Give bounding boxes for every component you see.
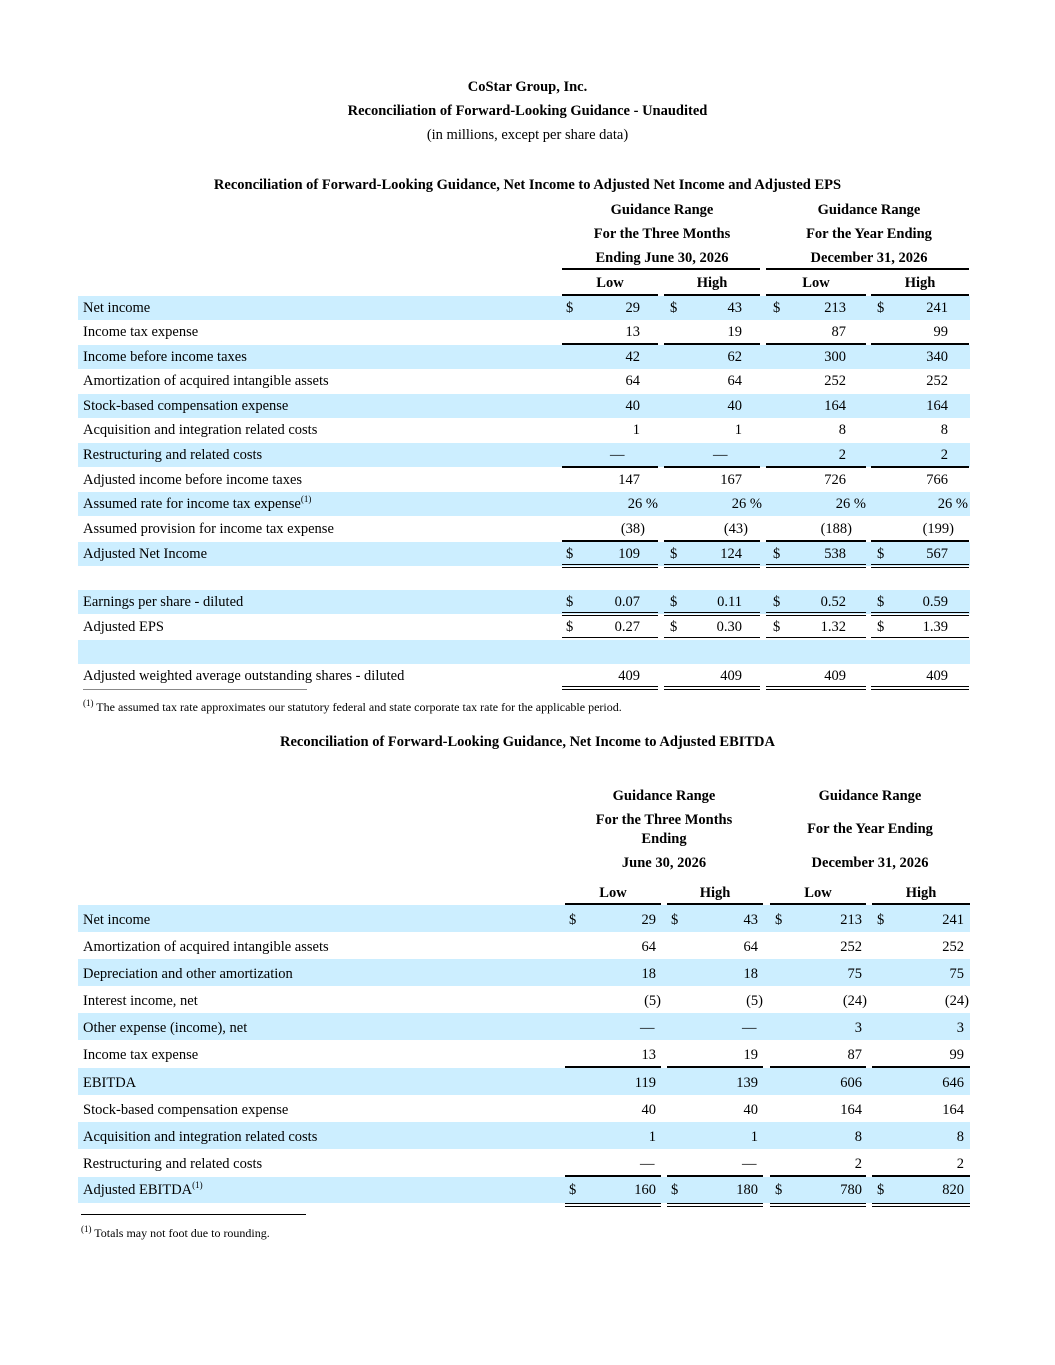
row-label: Net income: [83, 300, 151, 316]
cell-value: (38): [620, 521, 645, 537]
cell-value: (24): [842, 993, 867, 1009]
cell-value: 167: [720, 472, 742, 488]
row-label: Restructuring and related costs: [83, 1156, 263, 1172]
cell-value: 0.59: [922, 594, 948, 610]
dollar-sign: $: [877, 300, 885, 316]
table-row: [78, 517, 970, 541]
dollar-sign: $: [566, 619, 574, 635]
cell-value: 0.27: [614, 619, 640, 635]
table1-group2-line3: December 31, 2026: [810, 250, 928, 266]
cell-value: 1: [632, 422, 640, 438]
table2-col-low-y: Low: [804, 885, 832, 901]
table2-group2-line3: December 31, 2026: [811, 855, 929, 871]
dollar-sign: $: [670, 594, 678, 610]
cell-value: 119: [634, 1075, 656, 1091]
cell-value: 340: [926, 349, 948, 365]
cell-value: 26 %: [835, 496, 866, 512]
row-label: Acquisition and integration related costs: [83, 422, 318, 438]
table2-group2-line2: For the Year Ending: [807, 821, 933, 837]
cell-value: —: [640, 1020, 655, 1036]
cell-value: 180: [736, 1182, 758, 1198]
table2-group1-line2a: For the Three Months: [595, 812, 733, 828]
table-row: [78, 986, 970, 1013]
cell-value: 164: [926, 398, 948, 414]
cell-value: 820: [942, 1182, 964, 1198]
cell-value: 99: [933, 324, 948, 340]
cell-value: 538: [824, 546, 846, 562]
cell-value: 409: [824, 668, 846, 684]
spacer-row: [78, 640, 970, 664]
table1-col-low-q: Low: [596, 275, 624, 291]
row-label: Amortization of acquired intangible assets: [83, 939, 329, 955]
cell-value: 409: [720, 668, 742, 684]
table2-col-high-y: High: [905, 885, 937, 901]
table-row: [78, 1095, 970, 1122]
cell-value: 99: [949, 1047, 964, 1063]
cell-value: 13: [625, 324, 640, 340]
cell-value: 87: [831, 324, 846, 340]
row-label: Net income: [83, 912, 151, 928]
cell-value: 124: [720, 546, 742, 562]
table-row: [78, 542, 970, 566]
row-label: Stock-based compensation expense: [83, 398, 289, 414]
table-row: [78, 468, 970, 492]
table2-footnote: $^{(1)}$ Totals may not foot due to rounding.: [81, 1224, 270, 1240]
table-row: [78, 1068, 970, 1095]
table-row: [78, 1122, 970, 1149]
table1-col-low-y: Low: [802, 275, 830, 291]
table2-group1-line1: Guidance Range: [612, 788, 716, 804]
dollar-sign: $: [671, 912, 679, 928]
table-row: [78, 320, 970, 344]
cell-value: 0.52: [820, 594, 846, 610]
cell-value: 109: [618, 546, 640, 562]
dollar-sign: $: [670, 300, 678, 316]
cell-value: 40: [727, 398, 742, 414]
table1-group2-line1: Guidance Range: [817, 202, 921, 218]
cell-value: 43: [727, 300, 742, 316]
cell-value: 8: [838, 422, 846, 438]
cell-value: 40: [641, 1102, 656, 1118]
cell-value: 29: [625, 300, 640, 316]
table2-group1-line2b: Ending: [641, 831, 687, 847]
cell-value: 213: [840, 912, 862, 928]
table-row: [78, 1177, 970, 1203]
table-row: [78, 296, 970, 320]
cell-value: 252: [942, 939, 964, 955]
dollar-sign: $: [670, 546, 678, 562]
row-label: Assumed rate for income tax expense$^{(1)}$: [83, 494, 312, 512]
table-row: [78, 369, 970, 393]
table-row: [78, 394, 970, 418]
cell-value: 160: [634, 1182, 656, 1198]
cell-value: (43): [723, 521, 748, 537]
dollar-sign: $: [773, 546, 781, 562]
dollar-sign: $: [670, 619, 678, 635]
cell-value: (5): [644, 993, 661, 1009]
cell-value: 43: [743, 912, 758, 928]
cell-value: 1: [648, 1129, 656, 1145]
table-row: [78, 590, 970, 614]
cell-value: 64: [641, 939, 656, 955]
dollar-sign: $: [566, 594, 574, 610]
cell-value: 2: [940, 447, 948, 463]
table-row: [78, 345, 970, 369]
dollar-sign: $: [775, 912, 783, 928]
cell-value: 26 %: [937, 496, 968, 512]
cell-value: 1: [734, 422, 742, 438]
cell-value: 64: [743, 939, 758, 955]
cell-value: 19: [743, 1047, 758, 1063]
dollar-sign: $: [877, 594, 885, 610]
cell-value: 2: [838, 447, 846, 463]
table1-title: Reconciliation of Forward-Looking Guidance, Net Income to Adjusted Net Income and Adjusted EPS: [213, 177, 842, 193]
cell-value: 766: [926, 472, 948, 488]
cell-value: 1: [750, 1129, 758, 1145]
cell-value: 19: [727, 324, 742, 340]
cell-value: 252: [824, 373, 846, 389]
table-row: [78, 1013, 970, 1040]
cell-value: 75: [847, 966, 862, 982]
row-label: Income tax expense: [83, 324, 199, 340]
cell-value: 409: [926, 668, 948, 684]
row-label: Adjusted weighted average outstanding shares - diluted: [83, 668, 405, 684]
dollar-sign: $: [569, 912, 577, 928]
cell-value: 780: [840, 1182, 862, 1198]
row-label: Restructuring and related costs: [83, 447, 263, 463]
table2-col-high-q: High: [699, 885, 731, 901]
cell-value: 164: [942, 1102, 964, 1118]
document-subtitle: (in millions, except per share data): [426, 127, 629, 143]
table1-footnote: $^{(1)}$ The assumed tax rate approximates our statutory federal and state corporate tax rate for the applicable period.: [83, 698, 622, 714]
cell-value: 252: [840, 939, 862, 955]
table-row: [78, 418, 970, 442]
cell-value: 213: [824, 300, 846, 316]
row-label: Other expense (income), net: [83, 1020, 248, 1036]
company-name: CoStar Group, Inc.: [467, 79, 588, 95]
dollar-sign: $: [773, 594, 781, 610]
table-row: [78, 664, 970, 688]
cell-value: 8: [956, 1129, 964, 1145]
cell-value: (188): [820, 521, 852, 537]
cell-value: 3: [956, 1020, 964, 1036]
cell-value: (5): [746, 993, 763, 1009]
cell-value: 29: [641, 912, 656, 928]
row-label: Adjusted Net Income: [83, 546, 208, 562]
cell-value: 147: [618, 472, 640, 488]
table-row: [78, 492, 970, 516]
cell-value: 606: [840, 1075, 862, 1091]
row-label: Acquisition and integration related costs: [83, 1129, 318, 1145]
cell-value: —: [742, 1156, 757, 1172]
row-label: Income tax expense: [83, 1047, 199, 1063]
cell-value: 300: [824, 349, 846, 365]
cell-value: 0.30: [716, 619, 742, 635]
cell-value: 164: [840, 1102, 862, 1118]
row-label: Adjusted EBITDA$^{(1)}$: [83, 1180, 203, 1198]
row-label: Amortization of acquired intangible assets: [83, 373, 329, 389]
table2-title: Reconciliation of Forward-Looking Guidance, Net Income to Adjusted EBITDA: [279, 734, 776, 750]
cell-value: 567: [926, 546, 948, 562]
cell-value: —: [713, 447, 728, 463]
cell-value: —: [640, 1156, 655, 1172]
table2-group2-line1: Guidance Range: [818, 788, 922, 804]
cell-value: 1.32: [820, 619, 846, 635]
row-label: Interest income, net: [83, 993, 198, 1009]
table-row: [78, 932, 970, 959]
cell-value: 18: [743, 966, 758, 982]
cell-value: 241: [926, 300, 948, 316]
cell-value: 0.07: [614, 594, 640, 610]
table-row: [78, 959, 970, 986]
cell-value: 18: [641, 966, 656, 982]
cell-value: 13: [641, 1047, 656, 1063]
table-row: [78, 615, 970, 639]
cell-value: 3: [854, 1020, 862, 1036]
table2-group1-line3: June 30, 2026: [621, 855, 707, 871]
cell-value: 40: [625, 398, 640, 414]
dollar-sign: $: [877, 619, 885, 635]
document-title: Reconciliation of Forward-Looking Guidance - Unaudited: [347, 103, 708, 119]
cell-value: 40: [743, 1102, 758, 1118]
row-label: Assumed provision for income tax expense: [83, 521, 334, 537]
cell-value: 139: [736, 1075, 758, 1091]
row-label: Stock-based compensation expense: [83, 1102, 289, 1118]
cell-value: 64: [625, 373, 640, 389]
dollar-sign: $: [566, 546, 574, 562]
table-row: [78, 443, 970, 467]
cell-value: 42: [625, 349, 640, 365]
cell-value: 0.11: [717, 594, 742, 610]
table1-group2-line2: For the Year Ending: [806, 226, 932, 242]
cell-value: (24): [944, 993, 969, 1009]
table-row: [78, 1040, 970, 1067]
cell-value: 241: [942, 912, 964, 928]
table1-group1-line2: For the Three Months: [593, 226, 731, 242]
dollar-sign: $: [877, 546, 885, 562]
dollar-sign: $: [773, 619, 781, 635]
cell-value: 164: [824, 398, 846, 414]
dollar-sign: $: [566, 300, 574, 316]
cell-value: 646: [942, 1075, 964, 1091]
table1-group1-line3: Ending June 30, 2026: [595, 250, 729, 266]
cell-value: 75: [949, 966, 964, 982]
row-label: Adjusted EPS: [83, 619, 164, 635]
cell-value: —: [610, 447, 625, 463]
cell-value: 8: [854, 1129, 862, 1145]
dollar-sign: $: [671, 1182, 679, 1198]
dollar-sign: $: [877, 912, 885, 928]
cell-value: 409: [618, 668, 640, 684]
cell-value: 8: [940, 422, 948, 438]
row-label: Income before income taxes: [83, 349, 247, 365]
table-row: [78, 1149, 970, 1176]
table1-col-high-q: High: [696, 275, 728, 291]
cell-value: 64: [727, 373, 742, 389]
table2-col-low-q: Low: [599, 885, 627, 901]
row-label: Depreciation and other amortization: [83, 966, 293, 982]
cell-value: 2: [854, 1156, 862, 1172]
row-label: EBITDA: [83, 1075, 137, 1091]
cell-value: 726: [824, 472, 846, 488]
row-label: Adjusted income before income taxes: [83, 472, 303, 488]
row-label: Earnings per share - diluted: [83, 594, 244, 610]
dollar-sign: $: [569, 1182, 577, 1198]
table1-group1-line1: Guidance Range: [610, 202, 714, 218]
dollar-sign: $: [773, 300, 781, 316]
cell-value: —: [742, 1020, 757, 1036]
cell-value: 87: [847, 1047, 862, 1063]
cell-value: 252: [926, 373, 948, 389]
cell-value: 1.39: [922, 619, 948, 635]
cell-value: 2: [956, 1156, 964, 1172]
cell-value: 26 %: [627, 496, 658, 512]
cell-value: 26 %: [731, 496, 762, 512]
cell-value: (199): [922, 521, 954, 537]
dollar-sign: $: [877, 1182, 885, 1198]
table-row: [78, 905, 970, 932]
table1-col-high-y: High: [904, 275, 936, 291]
cell-value: 62: [727, 349, 742, 365]
dollar-sign: $: [775, 1182, 783, 1198]
